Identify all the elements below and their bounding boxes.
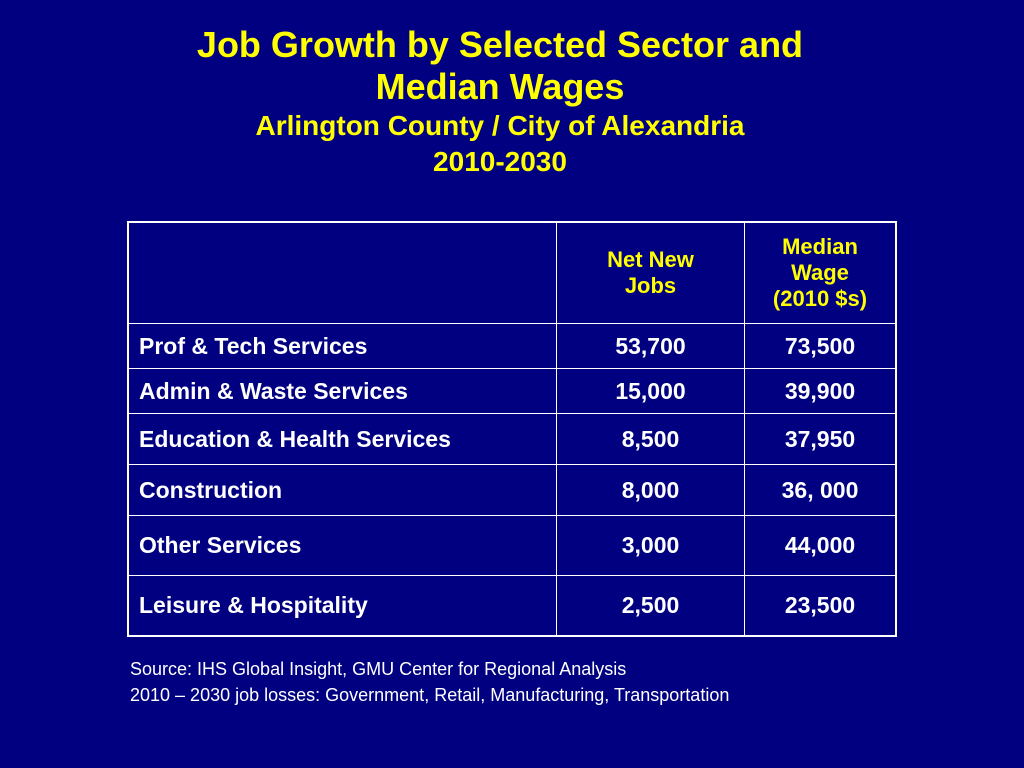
jobs-cell: 8,500 — [557, 414, 745, 465]
table-header-row — [128, 222, 896, 324]
jobs-cell: 3,000 — [557, 516, 745, 576]
wage-cell: 23,500 — [745, 576, 897, 636]
table-row — [128, 414, 896, 465]
sector-cell: Education & Health Services — [128, 414, 557, 465]
wage-cell: 44,000 — [745, 516, 897, 576]
table-row — [128, 576, 896, 636]
table-row — [128, 516, 896, 576]
jobs-cell: 2,500 — [557, 576, 745, 636]
sector-cell: Construction — [128, 465, 557, 516]
header-sector — [128, 222, 557, 324]
source-line: Source: IHS Global Insight, GMU Center for Regional Analysis — [130, 659, 627, 679]
header-wage-line: Median — [782, 234, 858, 259]
header-median-wage — [745, 222, 897, 324]
slide-title-line-2: Median Wages — [375, 66, 625, 107]
jobs-cell: 53,700 — [557, 324, 745, 369]
slide-title-line-1: Job Growth by Selected Sector and — [196, 24, 804, 65]
slide-years: 2010-2030 — [433, 146, 567, 177]
header-net-new-jobs — [557, 222, 745, 324]
sector-cell: Other Services — [128, 516, 557, 576]
header-wage-line: (2010 $s) — [772, 286, 868, 311]
table-row — [128, 369, 896, 414]
sector-cell: Prof & Tech Services — [128, 324, 557, 369]
header-jobs-line: Jobs — [624, 273, 677, 298]
header-jobs-line: Net New — [607, 247, 694, 272]
job-growth-table — [127, 221, 897, 637]
source-note — [130, 656, 729, 708]
job-losses-line: 2010 – 2030 job losses: Government, Retail, Manufacturing, Transportation — [130, 685, 730, 705]
jobs-cell: 8,000 — [557, 465, 745, 516]
table-row — [128, 324, 896, 369]
wage-cell: 73,500 — [745, 324, 897, 369]
wage-cell: 37,950 — [745, 414, 897, 465]
table-row — [128, 465, 896, 516]
sector-cell: Admin & Waste Services — [128, 369, 557, 414]
sector-cell: Leisure & Hospitality — [128, 576, 557, 636]
slide-title-block — [0, 24, 1000, 180]
wage-cell: 36, 000 — [745, 465, 897, 516]
jobs-cell: 15,000 — [557, 369, 745, 414]
wage-cell: 39,900 — [745, 369, 897, 414]
slide-subtitle: Arlington County / City of Alexandria — [255, 110, 745, 141]
header-wage-line: Wage — [791, 260, 849, 285]
